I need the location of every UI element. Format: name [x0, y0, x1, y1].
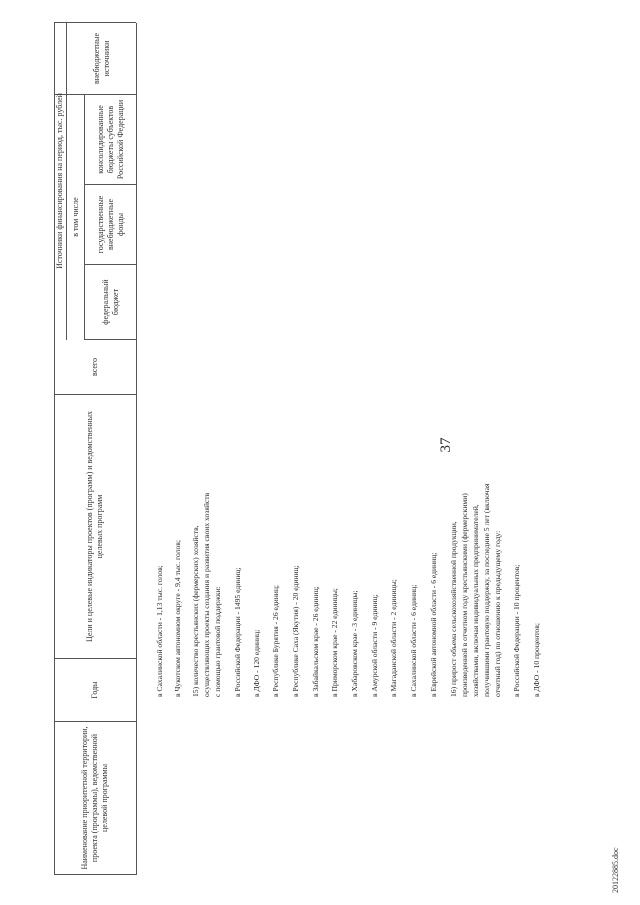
list-item: в Российской Федерации - 10 процентов; [512, 564, 521, 697]
list-item: в Российской Федерации - 1495 единиц; [233, 567, 242, 697]
list-item: в Магаданской области - 2 единицы; [389, 579, 398, 697]
header-extra: внебюджетные источники [91, 33, 111, 84]
list-item: в Республике Бурятия - 26 единиц; [271, 584, 280, 697]
footer-filename: 20122885.doc [611, 847, 620, 893]
list-item: получившими грантовую поддержку, за последние 5 лет (включая [482, 483, 491, 697]
page-number: 37 [438, 437, 454, 453]
list-item: в Амурской области - 9 единиц; [370, 594, 379, 697]
list-item: хозяйствами, включая индивидуальных предпринимателей, [471, 504, 480, 697]
header-goals-cell: Цели и целевые индикаторы проектов (программ) и ведомственных целевых программ [85, 411, 104, 642]
list-item: 15) количество крестьянских (фермерских) хозяйств, [191, 525, 200, 697]
list-item: с помощью грантовой поддержки: [213, 586, 222, 697]
list-item: в Сахалинской области - 6 единиц; [409, 584, 418, 697]
list-item: в Приморском крае - 22 единицы; [330, 588, 339, 697]
list-item: осуществляющих проекты создания и развития своих хозяйств [202, 492, 211, 697]
list-item: в Сахалинской области - 1,13 тыс. голов; [155, 565, 164, 697]
list-item: 16) прирост объема сельскохозяйственной продукции, [449, 521, 458, 697]
header-funding-group: Источники финансирования на период, тыс. рублей [55, 93, 64, 269]
header-incl: в том числе [70, 197, 80, 237]
header-name-cell: Наименование приоритетной территории, проекта (программы), ведомственной целевой программы [80, 726, 109, 870]
list-item: отчетный год) по отношению к предыдущему году: [493, 530, 502, 697]
list-item: в Еврейской автономной области - 6 единиц; [429, 552, 438, 697]
header-federal: федеральный бюджет [100, 279, 120, 325]
header-total-cell: всего [90, 358, 99, 377]
list-item: в Республике Саха (Якутия) - 20 единиц; [291, 565, 300, 697]
header-regional: консолидированные бюджеты субъектов Российской Федерации [95, 99, 125, 180]
list-item: в Забайкальском крае - 26 единиц; [311, 586, 320, 697]
list-item: произведенной в отчетном году крестьянскими (фермерскими) [460, 493, 469, 697]
list-item: в Чукотском автономном округе - 9,4 тыс. голов; [173, 540, 182, 697]
list-item: в Хабаровском крае - 3 единицы; [350, 590, 359, 697]
list-item: в ДФО - 120 единиц; [252, 629, 261, 697]
header-years-cell: Годы [90, 681, 99, 699]
header-state-funds: государственные внебюджетные фонды [95, 195, 125, 254]
list-item: в ДФО - 10 процентов; [532, 623, 541, 697]
